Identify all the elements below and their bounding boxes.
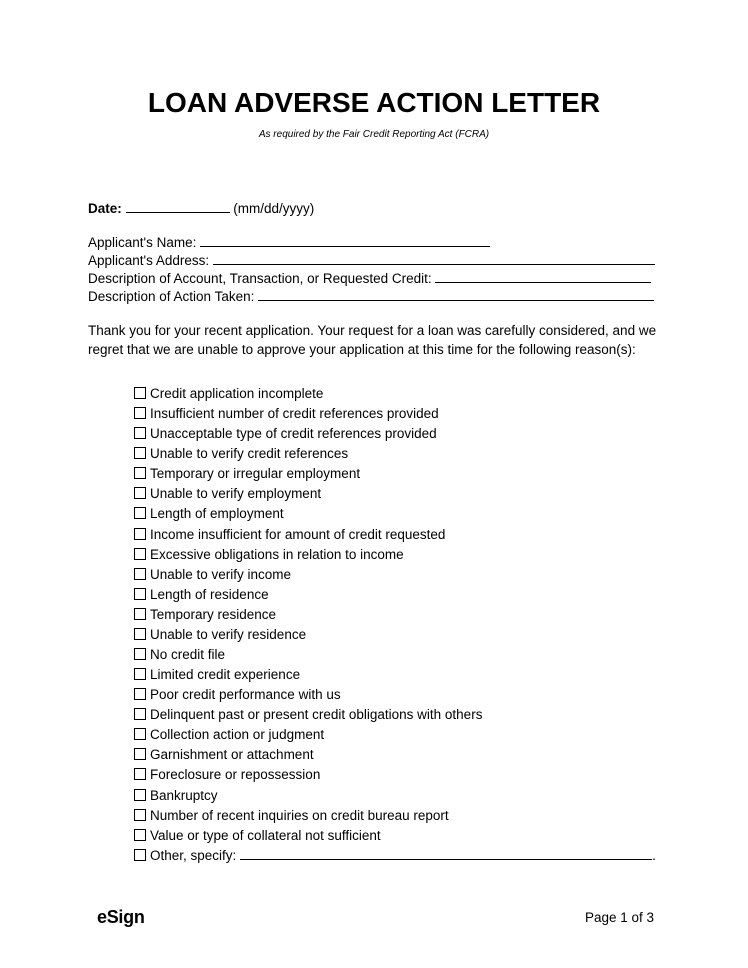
- reason-item: [134, 806, 656, 826]
- checkbox[interactable]: [134, 548, 146, 560]
- esign-logo: eSign: [97, 907, 145, 927]
- reason-label: Poor credit performance with us: [150, 687, 341, 703]
- checkbox[interactable]: [134, 387, 146, 399]
- checkbox[interactable]: [134, 467, 146, 479]
- other-field[interactable]: [240, 846, 652, 860]
- checkbox[interactable]: [134, 648, 146, 660]
- date-label: Date:: [88, 201, 122, 216]
- address-label: Applicant's Address:: [88, 253, 210, 268]
- reason-label: Temporary or irregular employment: [150, 466, 361, 482]
- name-row: [88, 233, 490, 252]
- document-subtitle: As required by the Fair Credit Reporting Act (FCRA): [258, 129, 490, 140]
- account-field[interactable]: [435, 269, 651, 283]
- reason-item: [134, 826, 656, 846]
- date-row: [88, 199, 314, 218]
- checkbox[interactable]: [134, 688, 146, 700]
- reason-label: No credit file: [150, 647, 226, 663]
- document-title: LOAN ADVERSE ACTION LETTER: [147, 87, 601, 118]
- reason-item: [134, 685, 656, 705]
- reason-item: [134, 605, 656, 625]
- reason-label: Limited credit experience: [150, 667, 301, 683]
- checkbox[interactable]: [134, 728, 146, 740]
- reason-label: Garnishment or attachment: [150, 747, 314, 763]
- checkbox[interactable]: [134, 628, 146, 640]
- reason-item: [134, 484, 656, 504]
- reason-item: [134, 786, 656, 806]
- reason-label: Unable to verify income: [150, 566, 292, 582]
- reason-item: [134, 645, 656, 665]
- reason-item: [134, 424, 656, 444]
- reason-item: [134, 504, 656, 524]
- checkbox[interactable]: [134, 668, 146, 680]
- name-field[interactable]: [200, 233, 490, 247]
- reason-item: [134, 585, 656, 605]
- reason-label: Insufficient number of credit references provided: [150, 406, 439, 422]
- date-field[interactable]: [126, 199, 230, 213]
- checkbox[interactable]: [134, 789, 146, 801]
- account-label: Description of Account, Transaction, or Requested Credit:: [88, 271, 432, 286]
- reasons-checklist: [134, 384, 656, 866]
- reason-item: [134, 384, 656, 404]
- page-number: Page 1 of 3: [584, 910, 654, 925]
- checkbox[interactable]: [134, 487, 146, 499]
- checkbox[interactable]: [134, 708, 146, 720]
- intro-paragraph: Thank you for your recent application. Your request for a loan was carefully considered, and we regret that we are unable to approve your application at this time for the following reason(s):: [88, 323, 657, 357]
- reason-item: [134, 625, 656, 645]
- reason-item: [134, 565, 656, 585]
- account-row: [88, 269, 651, 288]
- checkbox[interactable]: [134, 447, 146, 459]
- action-field[interactable]: [258, 287, 654, 301]
- address-field[interactable]: [213, 251, 655, 265]
- reason-item: [134, 464, 656, 484]
- reason-label: Unable to verify residence: [150, 626, 307, 642]
- reason-label: Length of residence: [150, 586, 269, 602]
- reason-item: [134, 745, 656, 765]
- date-format-hint: (mm/dd/yyyy): [233, 201, 315, 216]
- checkbox[interactable]: [134, 588, 146, 600]
- reason-item: [134, 725, 656, 745]
- checkbox[interactable]: [134, 768, 146, 780]
- other-end: .: [652, 847, 656, 863]
- checkbox[interactable]: [134, 748, 146, 760]
- checkbox[interactable]: [134, 407, 146, 419]
- checkbox[interactable]: [134, 427, 146, 439]
- reason-label: Income insufficient for amount of credit requested: [150, 526, 446, 542]
- reason-label: Unacceptable type of credit references provided: [150, 426, 437, 442]
- action-row: [88, 287, 654, 306]
- reason-item: [134, 665, 656, 685]
- reason-item: [134, 525, 656, 545]
- reason-label: Unable to verify employment: [150, 486, 322, 502]
- action-label: Description of Action Taken:: [88, 289, 255, 304]
- name-label: Applicant's Name:: [88, 235, 197, 250]
- checkbox[interactable]: [134, 829, 146, 841]
- other-label: Other, specify:: [150, 847, 237, 863]
- reason-label: Delinquent past or present credit obligations with others: [150, 707, 483, 723]
- reason-label: Number of recent inquiries on credit bureau report: [150, 807, 449, 823]
- checkbox[interactable]: [134, 849, 146, 861]
- reason-item: [134, 705, 656, 725]
- reason-label: Credit application incomplete: [150, 386, 324, 401]
- reason-item: [134, 545, 656, 565]
- address-row: [88, 251, 655, 270]
- reason-label: Temporary residence: [150, 606, 277, 622]
- checkbox[interactable]: [134, 568, 146, 580]
- reason-item: [134, 444, 656, 464]
- reason-label: Excessive obligations in relation to income: [150, 546, 404, 562]
- reason-label: Length of employment: [150, 506, 284, 522]
- reason-label: Foreclosure or repossession: [150, 767, 321, 783]
- checkbox[interactable]: [134, 528, 146, 540]
- reason-item: [134, 404, 656, 424]
- reason-item: [134, 765, 656, 785]
- reason-label: Collection action or judgment: [150, 727, 325, 743]
- reason-item-other: [134, 846, 656, 866]
- reason-label: Bankruptcy: [150, 787, 218, 803]
- reason-label: Unable to verify credit references: [150, 446, 349, 462]
- checkbox[interactable]: [134, 809, 146, 821]
- reason-label: Value or type of collateral not sufficient: [150, 827, 381, 843]
- checkbox[interactable]: [134, 608, 146, 620]
- checkbox[interactable]: [134, 507, 146, 519]
